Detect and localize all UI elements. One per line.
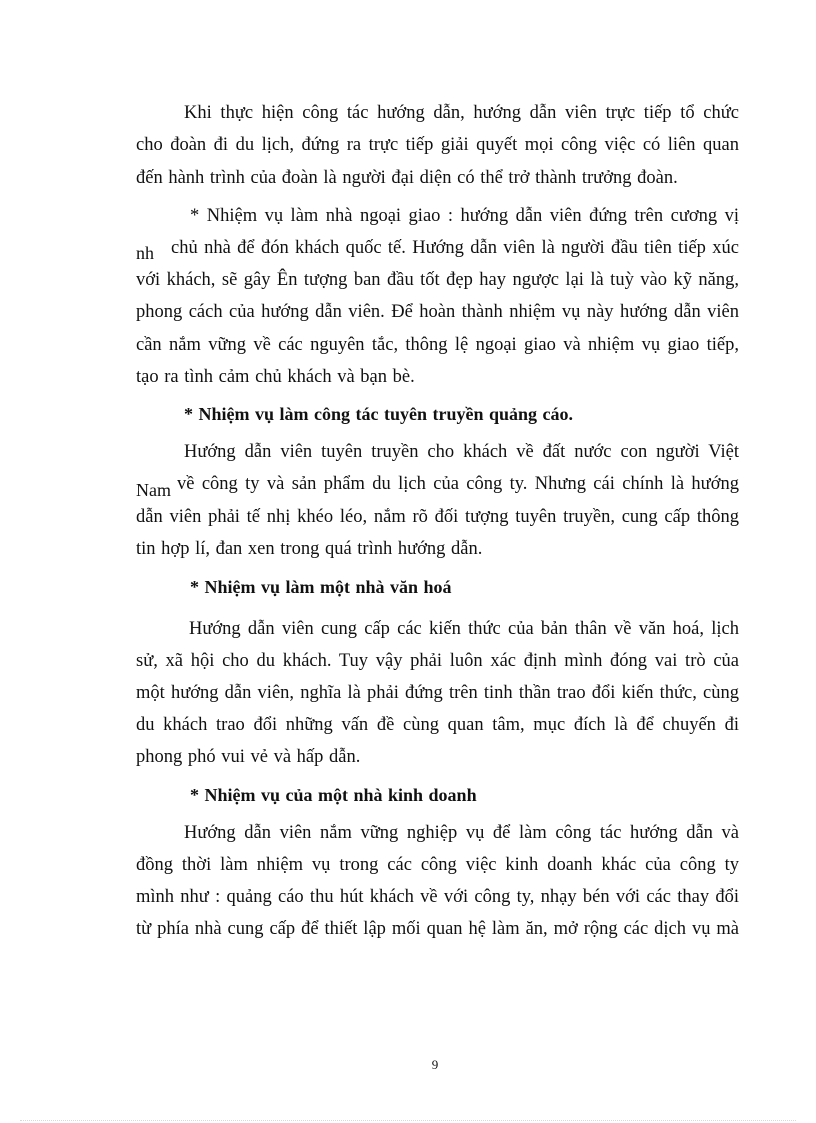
stray-text-fragment: nh: [136, 243, 154, 263]
body-text-line: Hướng dẫn viên tuyên truyền cho khách về đất nước con người Việt: [184, 442, 739, 462]
body-text-line: * Nhiệm vụ làm nhà ngoại giao : hướng dẫn viên đứng trên cương vị: [190, 206, 739, 226]
body-text-line: phong cách của hướng dẫn viên. Để hoàn thành nhiệm vụ này hướng dẫn viên: [136, 302, 739, 322]
body-text-line: du khách trao đổi những vấn đề cùng quan tâm, mục đích là để chuyến đi: [136, 715, 739, 735]
body-text-line: Hướng dẫn viên cung cấp các kiến thức của bản thân về văn hoá, lịch: [189, 619, 739, 639]
section-heading: * Nhiệm vụ làm một nhà văn hoá: [190, 577, 452, 597]
body-text-line: Hướng dẫn viên nắm vững nghiệp vụ để làm công tác hướng dẫn và: [184, 823, 739, 843]
stray-text-fragment: Nam: [136, 480, 171, 500]
body-text-line: dẫn viên phải tế nhị khéo léo, nắm rõ đối tượng tuyên truyền, cung cấp thông: [136, 507, 739, 527]
body-text-line: tạo ra tình cảm chủ khách và bạn bè.: [136, 367, 415, 387]
body-text-line: chủ nhà để đón khách quốc tế. Hướng dẫn viên là người đầu tiên tiếp xúc: [171, 238, 739, 258]
section-heading: * Nhiệm vụ làm công tác tuyên truyền quảng cáo.: [184, 404, 574, 424]
page-number: 9: [431, 1057, 439, 1072]
body-text-line: cho đoàn đi du lịch, đứng ra trực tiếp giải quyết mọi công việc có liên quan: [136, 135, 739, 155]
body-text-line: đồng thời làm nhiệm vụ trong các công việc kinh doanh khác của công ty: [136, 855, 739, 875]
body-text-line: Khi thực hiện công tác hướng dẫn, hướng dẫn viên trực tiếp tổ chức: [184, 103, 739, 123]
body-text-line: về công ty và sản phẩm du lịch của công ty. Nhưng cái chính là hướng: [177, 474, 739, 494]
body-text-line: từ phía nhà cung cấp để thiết lập mối quan hệ làm ăn, mở rộng các dịch vụ mà: [136, 919, 739, 939]
body-text-line: mình như : quảng cáo thu hút khách về với công ty, nhạy bén với các thay đổi: [136, 887, 739, 907]
section-heading: * Nhiệm vụ của một nhà kinh doanh: [190, 785, 477, 805]
body-text-line: sử, xã hội cho du khách. Tuy vậy phải luôn xác định mình đóng vai trò của: [136, 651, 739, 671]
page-bottom-divider: [20, 1120, 796, 1121]
body-text-line: cần nắm vững về các nguyên tắc, thông lệ ngoại giao và nhiệm vụ giao tiếp,: [136, 335, 739, 355]
body-text-line: phong phó vui vẻ và hấp dẫn.: [136, 747, 361, 767]
body-text-line: với khách, sẽ gây Ên tượng ban đầu tốt đẹp hay ngược lại là tuỳ vào kỹ năng,: [136, 270, 739, 290]
body-text-line: đến hành trình của đoàn là người đại diện có thể trở thành trưởng đoàn.: [136, 168, 678, 188]
body-text-line: một hướng dẫn viên, nghĩa là phải đứng trên tinh thần trao đổi kiến thức, cùng: [136, 683, 739, 703]
body-text-line: tin hợp lí, đan xen trong quá trình hướng dẫn.: [136, 539, 483, 559]
